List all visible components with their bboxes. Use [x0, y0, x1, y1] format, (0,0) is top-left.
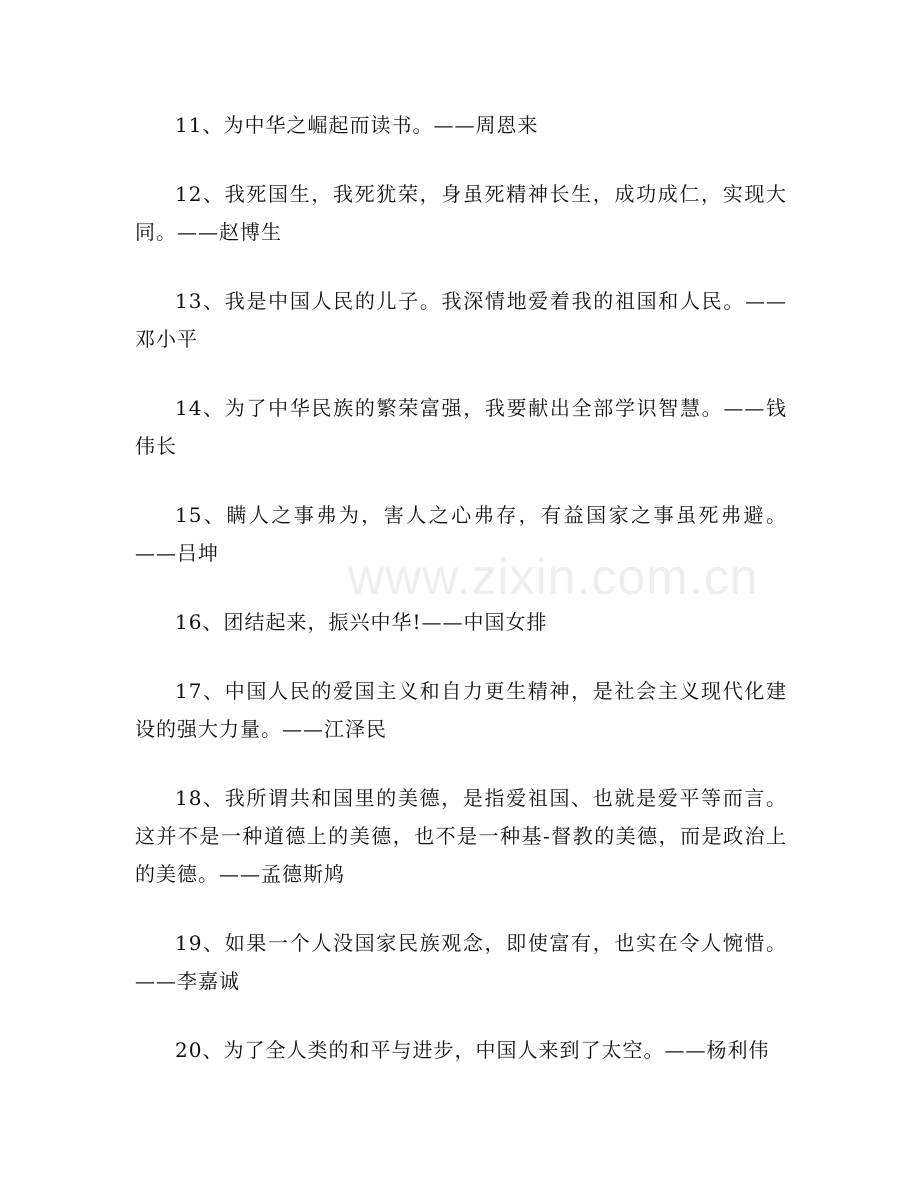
quote-item: 11、为中华之崛起而读书。——周恩来 — [175, 113, 539, 137]
quote-item: 12、我死国生，我死犹荣，身虽死精神长生，成功成仁，实现大同。——赵博生 — [135, 182, 787, 244]
quote-item: 13、我是中国人民的儿子。我深情地爱着我的祖国和人民。——邓小平 — [135, 289, 787, 351]
quote-item: 20、为了全人类的和平与进步，中国人来到了太空。——杨利伟 — [175, 1038, 770, 1062]
quote-item: 16、团结起来，振兴中华!——中国女排 — [175, 610, 548, 634]
quote-item: 14、为了中华民族的繁荣富强，我要献出全部学识智慧。——钱伟长 — [135, 396, 787, 458]
quote-item: 19、如果一个人没国家民族观念，即使富有，也实在令人惋惜。——李嘉诚 — [135, 931, 787, 993]
watermark: www.zixin.com.cn — [348, 549, 759, 605]
quote-item: 17、中国人民的爱国主义和自力更生精神，是社会主义现代化建设的强大力量。——江泽民 — [135, 679, 787, 741]
quote-list — [135, 106, 787, 1100]
quote-item: 18、我所谓共和国里的美德，是指爱祖国、也就是爱平等而言。这并不是一种道德上的美德，也不是一种基-督教的美德，而是政治上的美德。——孟德斯鸠 — [135, 786, 787, 886]
quote-item: 15、瞒人之事弗为，害人之心弗存，有益国家之事虽死弗避。——吕坤 — [135, 503, 787, 565]
